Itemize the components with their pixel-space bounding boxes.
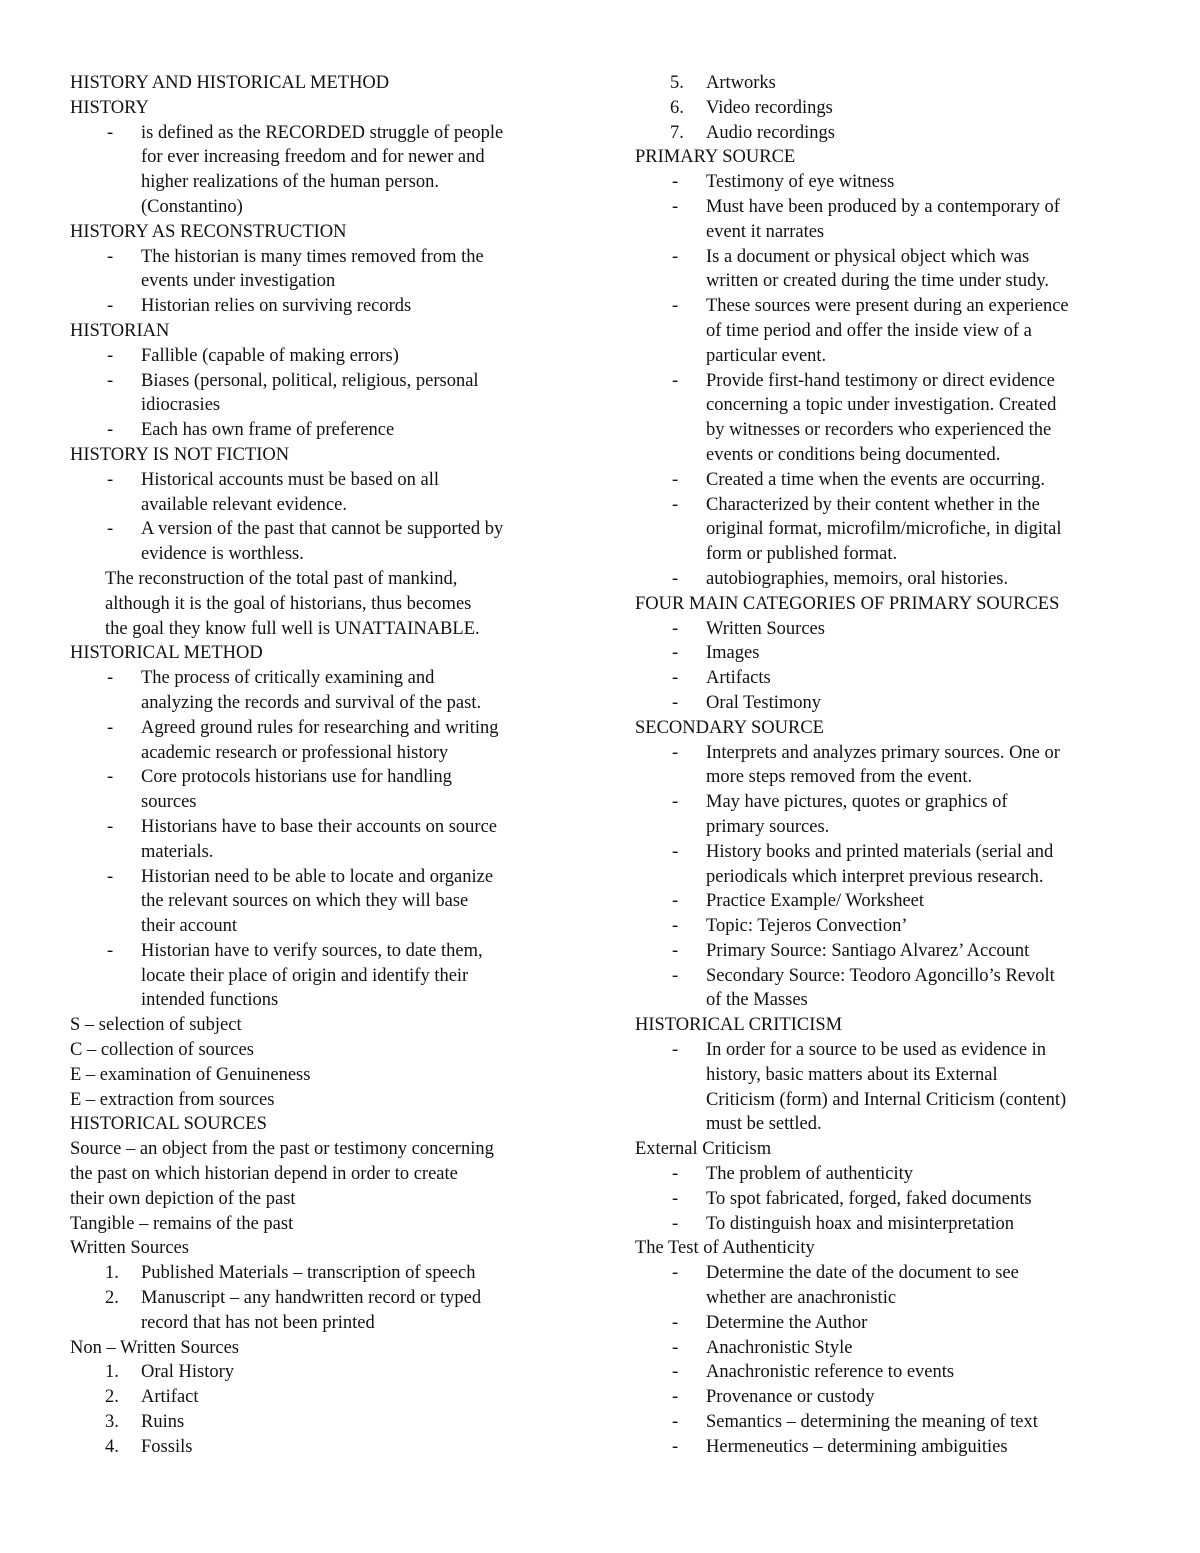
numbered-item [635,96,1155,121]
paragraph-line: the goal they know full well is UNATTAINABLE. [105,618,480,639]
item-line: evidence is worthless. [141,544,304,565]
bullet-item [70,294,590,319]
numbered-item [70,1435,590,1460]
bullet-dash: - [672,940,679,961]
bullet-dash: - [107,668,114,689]
item-line: intended functions [141,990,279,1011]
section-heading: HISTORY [70,97,149,118]
bullet-item [635,1360,1155,1385]
item-line: Historical accounts must be based on all [141,469,439,490]
bullet-dash: - [672,1362,679,1383]
item-line: higher realizations of the human person. [141,172,439,193]
section-heading: HISTORICAL SOURCES [70,1114,267,1135]
item-line: A version of the past that cannot be supported by [141,519,504,540]
bullet-item [70,418,590,443]
bullet-dash: - [672,965,679,986]
item-line: sources [141,792,197,813]
section-heading: HISTORY IS NOT FICTION [70,444,290,465]
bullet-dash: - [107,866,114,887]
bullet-item [635,914,1155,939]
bullet-item [635,567,1155,592]
section-heading: HISTORY AS RECONSTRUCTION [70,221,347,242]
bullet-item [70,865,590,939]
bullet-dash: - [672,1040,679,1061]
bullet-dash: - [672,792,679,813]
item-number: 7. [670,122,684,143]
numbered-item [70,1261,590,1286]
bullet-dash: - [672,1263,679,1284]
section-heading: The Test of Authenticity [635,1238,815,1259]
item-line: Semantics – determining the meaning of text [706,1412,1038,1433]
item-line: the relevant sources on which they will base [141,891,469,912]
bullet-dash: - [672,246,679,267]
item-line: materials. [141,841,214,862]
bullet-item [635,1385,1155,1410]
bullet-item [70,716,590,766]
bullet-dash: - [672,891,679,912]
item-line: Oral Testimony [706,692,822,713]
item-line: Is a document or physical object which was [706,246,1030,267]
bullet-item [635,1261,1155,1311]
section-heading: Non – Written Sources [70,1337,239,1358]
item-line: To distinguish hoax and misinterpretation [706,1213,1015,1234]
item-line: Artifacts [706,668,771,689]
paragraph-line: although it is the goal of historians, thus becomes [105,593,472,614]
bullet-item [70,121,590,220]
bullet-item [635,245,1155,295]
item-line: Historians have to base their accounts on source [141,816,498,837]
item-line: primary sources. [706,816,830,837]
item-line: Determine the date of the document to see [706,1263,1019,1284]
item-line: Published Materials – transcription of speech [141,1263,476,1284]
bullet-dash: - [672,1188,679,1209]
bullet-item [635,641,1155,666]
item-line: Biases (personal, political, religious, personal [141,370,479,391]
item-line: Artifact [141,1387,199,1408]
item-line: history, basic matters about its External [706,1064,998,1085]
item-line: The problem of authenticity [706,1164,914,1185]
bullet-dash: - [672,370,679,391]
item-line: Core protocols historians use for handling [141,767,452,788]
item-line: autobiographies, memoirs, oral histories. [706,568,1009,589]
item-line: These sources were present during an experience [706,296,1069,317]
section-heading: Tangible – remains of the past [70,1213,294,1234]
item-line: Video recordings [706,97,833,118]
item-line: Testimony of eye witness [706,172,895,193]
bullet-dash: - [107,816,114,837]
bullet-dash: - [672,172,679,193]
numbered-item [70,1385,590,1410]
paragraph [70,567,590,641]
paragraph-line: The reconstruction of the total past of mankind, [105,568,458,589]
item-line: Audio recordings [706,122,835,143]
section-heading: PRIMARY SOURCE [635,147,796,168]
item-line: of the Masses [706,990,808,1011]
item-line: periodicals which interpret previous research. [706,866,1044,887]
numbered-item [70,1286,590,1336]
bullet-dash: - [672,196,679,217]
bullet-dash: - [107,296,114,317]
item-line: written or created during the time under study. [706,271,1049,292]
bullet-item [70,517,590,567]
item-line: Written Sources [706,618,825,639]
bullet-item [635,840,1155,890]
item-line: May have pictures, quotes or graphics of [706,792,1008,813]
bullet-item [635,691,1155,716]
bullet-item [635,1162,1155,1187]
item-line: Fossils [141,1436,193,1457]
item-line: Primary Source: Santiago Alvarez’ Account [706,940,1030,961]
bullet-dash: - [107,122,114,143]
item-number: 1. [105,1263,119,1284]
bullet-item [635,294,1155,368]
bullet-item [70,765,590,815]
bullet-dash: - [672,668,679,689]
item-line: record that has not been printed [141,1312,375,1333]
bullet-item [635,666,1155,691]
numbered-item [70,1360,590,1385]
item-line: Historian need to be able to locate and organize [141,866,494,887]
item-line: To spot fabricated, forged, faked documents [706,1188,1032,1209]
item-number: 2. [105,1387,119,1408]
item-line: must be settled. [706,1114,822,1135]
item-line: Provenance or custody [706,1387,875,1408]
item-line: Criticism (form) and Internal Criticism (content) [706,1089,1067,1110]
item-line: Historian relies on surviving records [141,296,412,317]
section-heading: S – selection of subject [70,1015,242,1036]
item-number: 2. [105,1288,119,1309]
bullet-dash: - [107,246,114,267]
item-line: Interprets and analyzes primary sources. One or [706,742,1060,763]
section-heading: SECONDARY SOURCE [635,717,824,738]
section-heading: External Criticism [635,1139,772,1160]
bullet-dash: - [107,940,114,961]
item-line: Secondary Source: Teodoro Agoncillo’s Revolt [706,965,1055,986]
bullet-item [635,493,1155,567]
bullet-dash: - [107,469,114,490]
bullet-item [70,245,590,295]
bullet-item [70,344,590,369]
item-line: Hermeneutics – determining ambiguities [706,1436,1008,1457]
bullet-dash: - [672,1312,679,1333]
item-line: Anachronistic reference to events [706,1362,955,1383]
item-line: original format, microfilm/microfiche, in digital [706,519,1062,540]
bullet-dash: - [107,345,114,366]
bullet-item [70,369,590,419]
item-line: Provide first-hand testimony or direct evidence [706,370,1055,391]
bullet-item [635,369,1155,468]
section-heading: E – examination of Genuineness [70,1064,311,1085]
item-line: History books and printed materials (serial and [706,841,1054,862]
item-line: Manuscript – any handwritten record or typed [141,1288,482,1309]
item-line: by witnesses or recorders who experienced the [706,420,1052,441]
bullet-item [70,666,590,716]
bullet-dash: - [107,767,114,788]
item-line: for ever increasing freedom and for newer and [141,147,485,168]
bullet-dash: - [672,643,679,664]
item-line: whether are anachronistic [706,1288,897,1309]
bullet-dash: - [672,742,679,763]
item-line: (Constantino) [141,196,243,217]
item-line: Historian have to verify sources, to date them, [141,940,483,961]
section-heading: their own depiction of the past [70,1188,296,1209]
bullet-item [635,790,1155,840]
item-line: The historian is many times removed from the [141,246,484,267]
bullet-item [635,964,1155,1014]
section-heading: HISTORIAN [70,320,170,341]
item-line: Each has own frame of preference [141,420,395,441]
bullet-item [635,889,1155,914]
section-heading: HISTORICAL METHOD [70,643,263,664]
item-line: Artworks [706,73,776,93]
bullet-item [635,1038,1155,1137]
item-line: Topic: Tejeros Convection’ [706,916,908,937]
item-line: The process of critically examining and [141,668,435,689]
bullet-item [635,170,1155,195]
item-line: Agreed ground rules for researching and writing [141,717,499,738]
section-heading: HISTORY AND HISTORICAL METHOD [70,73,390,93]
numbered-item [70,1410,590,1435]
bullet-item [70,939,590,1013]
section-heading: FOUR MAIN CATEGORIES OF PRIMARY SOURCES [635,593,1060,614]
item-line: available relevant evidence. [141,494,347,515]
item-line: Fallible (capable of making errors) [141,345,399,366]
item-number: 6. [670,97,684,118]
section-heading: HISTORICAL CRITICISM [635,1015,843,1036]
bullet-dash: - [672,841,679,862]
item-line: academic research or professional history [141,742,449,763]
item-line: more steps removed from the event. [706,767,973,788]
item-line: Oral History [141,1362,234,1383]
bullet-item [635,939,1155,964]
item-number: 5. [670,73,684,93]
item-line: In order for a source to be used as evidence in [706,1040,1047,1061]
bullet-dash: - [107,519,114,540]
item-line: particular event. [706,345,827,366]
bullet-item [635,1311,1155,1336]
item-line: idiocrasies [141,395,221,416]
item-line: analyzing the records and survival of the past. [141,692,482,713]
item-line: is defined as the RECORDED struggle of people [141,122,504,143]
bullet-item [70,468,590,518]
item-line: Anachronistic Style [706,1337,853,1358]
bullet-dash: - [672,469,679,490]
bullet-dash: - [107,717,114,738]
item-line: concerning a topic under investigation. Created [706,395,1057,416]
bullet-dash: - [672,296,679,317]
item-number: 1. [105,1362,119,1383]
item-line: Must have been produced by a contemporary of [706,196,1060,217]
right-column [635,71,1155,1460]
section-heading: E – extraction from sources [70,1089,275,1110]
section-heading: Source – an object from the past or testimony concerning [70,1139,494,1160]
item-line: their account [141,916,238,937]
bullet-dash: - [107,420,114,441]
bullet-item [635,1336,1155,1361]
section-heading: the past on which historian depend in order to create [70,1164,458,1185]
bullet-item [635,468,1155,493]
bullet-dash: - [672,1164,679,1185]
bullet-item [635,741,1155,791]
bullet-dash: - [672,1337,679,1358]
bullet-item [635,1410,1155,1435]
item-number: 3. [105,1412,119,1433]
bullet-item [635,1435,1155,1460]
bullet-dash: - [672,1412,679,1433]
numbered-item [635,121,1155,146]
bullet-item [635,195,1155,245]
bullet-dash: - [672,494,679,515]
section-heading: C – collection of sources [70,1040,254,1061]
section-heading: Written Sources [70,1238,189,1259]
item-line: of time period and offer the inside view of a [706,320,1032,341]
bullet-dash: - [107,370,114,391]
item-line: Created a time when the events are occurring. [706,469,1046,490]
bullet-dash: - [672,692,679,713]
item-line: Ruins [141,1412,185,1433]
item-line: locate their place of origin and identify their [141,965,469,986]
bullet-dash: - [672,1213,679,1234]
item-line: form or published format. [706,544,898,565]
item-number: 4. [105,1436,119,1457]
item-line: events under investigation [141,271,336,292]
bullet-dash: - [672,1436,679,1457]
bullet-item [635,617,1155,642]
bullet-item [635,1187,1155,1212]
bullet-dash: - [672,916,679,937]
item-line: event it narrates [706,221,825,242]
bullet-dash: - [672,568,679,589]
item-line: Practice Example/ Worksheet [706,891,925,912]
item-line: events or conditions being documented. [706,444,1001,465]
numbered-item [635,71,1155,96]
item-line: Images [706,643,760,664]
bullet-dash: - [672,618,679,639]
item-line: Characterized by their content whether in the [706,494,1040,515]
bullet-item [70,815,590,865]
left-column [70,71,590,1460]
item-line: Determine the Author [706,1312,868,1333]
bullet-dash: - [672,1387,679,1408]
bullet-item [635,1212,1155,1237]
